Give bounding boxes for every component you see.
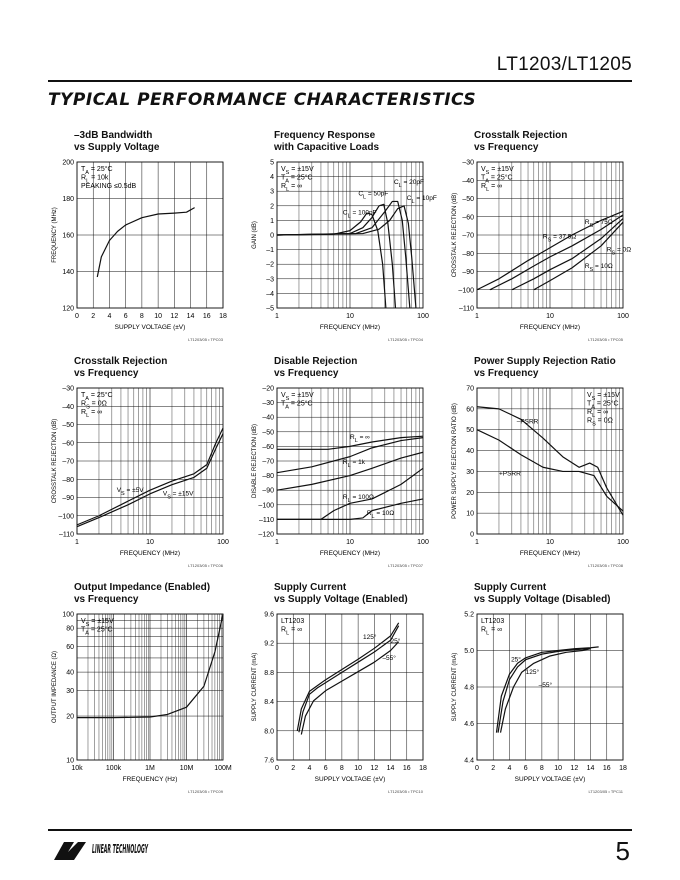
x-tick-label: 1M bbox=[145, 765, 155, 772]
y-tick-label: 60 bbox=[466, 406, 474, 414]
legend-entry: $R_L$ = ∞ bbox=[587, 409, 609, 419]
x-tick-label: 10k bbox=[71, 765, 83, 772]
x-tick-label: 18 bbox=[419, 765, 427, 772]
curve-annotation: 25° bbox=[390, 638, 401, 646]
page-header-title: LT1203/LT1205 bbox=[496, 54, 632, 75]
chart-panel-bandwidth bbox=[48, 130, 248, 350]
y-tick-label: –50 bbox=[262, 429, 274, 437]
legend-entry: $R_S = 0\Omega$ bbox=[587, 417, 613, 428]
x-axis-label: SUPPLY VOLTAGE (±V) bbox=[114, 324, 186, 331]
y-tick-label: 20 bbox=[66, 713, 74, 721]
figure-id: LT1203/05 • TPC03 bbox=[188, 337, 223, 342]
legend-entry: PEAKING ≤0.5dB bbox=[81, 183, 137, 190]
y-tick-label: –90 bbox=[62, 495, 74, 502]
x-tick-label: 100 bbox=[417, 539, 429, 546]
y-tick-label: 100 bbox=[62, 611, 74, 619]
y-tick-label: 5 bbox=[270, 159, 274, 167]
legend-entry: $R_L$ = ∞ bbox=[281, 626, 303, 637]
curve-annotation: $C_L = 50pF$ bbox=[358, 190, 389, 201]
x-tick-label: 4 bbox=[507, 765, 512, 772]
x-tick-label: 2 bbox=[491, 765, 496, 772]
figure-id: LT1203/05 • TPC04 bbox=[388, 337, 423, 342]
chart-title: Frequency Response with Capacitive Loads bbox=[274, 130, 380, 153]
y-tick-label: –80 bbox=[462, 250, 474, 258]
x-tick-label: 1 bbox=[275, 539, 279, 546]
chart-panel-supply-current-disabled bbox=[448, 582, 648, 802]
legend-entry: $V_S = \pm 15V$ bbox=[81, 618, 114, 628]
y-tick-label: 40 bbox=[66, 669, 74, 677]
curve-annotation: $C_L = 10pF$ bbox=[406, 194, 437, 205]
y-tick-label: –50 bbox=[62, 422, 74, 429]
x-tick-label: 100 bbox=[617, 539, 629, 546]
y-tick-label: 0 bbox=[470, 531, 474, 539]
curve-annotation: $R_L = 10\Omega$ bbox=[366, 510, 395, 521]
x-tick-label: 10M bbox=[179, 765, 194, 772]
y-tick-label: 120 bbox=[62, 305, 74, 313]
curve-annotation: 125° bbox=[525, 669, 540, 677]
curve-annotation: $R_L = 100\Omega$ bbox=[342, 493, 374, 504]
curve-annotation: 125° bbox=[362, 633, 377, 641]
y-tick-label: 5.0 bbox=[464, 648, 474, 655]
legend-entry: LT1203 bbox=[281, 618, 305, 625]
y-tick-label: 60 bbox=[66, 643, 74, 651]
x-tick-label: 100 bbox=[417, 313, 429, 320]
curve-annotation: $C_L = 20pF$ bbox=[393, 178, 424, 189]
x-tick-label: 10 bbox=[346, 313, 354, 320]
x-tick-label: 10 bbox=[554, 765, 563, 772]
legend-entry: $R_S = 0\Omega$ bbox=[81, 400, 107, 411]
y-tick-label: 160 bbox=[62, 232, 74, 240]
page-number: 5 bbox=[615, 836, 630, 866]
y-tick-label: 8.0 bbox=[264, 728, 274, 736]
curve-annotation: –55° bbox=[382, 654, 396, 662]
y-tick-label: 30 bbox=[66, 687, 74, 695]
curve-annotation: $R_S = 75\Omega$ bbox=[584, 219, 613, 230]
x-tick-label: 12 bbox=[570, 765, 579, 772]
figure-id: LT1203/05 • TPC05 bbox=[588, 337, 623, 342]
linear-technology-logo bbox=[52, 838, 152, 864]
x-tick-label: 16 bbox=[202, 313, 211, 320]
x-tick-label: 10 bbox=[546, 539, 554, 546]
chart-svg bbox=[248, 356, 448, 576]
x-tick-label: 2 bbox=[291, 765, 296, 772]
legend-entry: $T_A = 25^\circ C$ bbox=[281, 400, 313, 411]
chart-title: Disable Rejection vs Frequency bbox=[274, 356, 358, 379]
x-tick-label: 16 bbox=[402, 765, 411, 772]
y-tick-label: –60 bbox=[262, 443, 274, 451]
y-tick-label: –110 bbox=[58, 531, 74, 539]
chart-svg bbox=[48, 356, 248, 576]
y-axis-label: OUTPUT IMPEDANCE (Ω) bbox=[52, 650, 58, 724]
x-tick-label: 2 bbox=[91, 313, 96, 320]
curve-annotation: $V_S = \pm 15V$ bbox=[162, 490, 194, 501]
y-tick-label: –120 bbox=[258, 531, 274, 539]
y-tick-label: 9.6 bbox=[264, 611, 274, 619]
logo-mark-icon bbox=[54, 842, 86, 860]
y-axis-label: GAIN (dB) bbox=[252, 221, 258, 249]
y-tick-label: –30 bbox=[62, 385, 74, 393]
x-tick-label: 14 bbox=[586, 765, 595, 772]
figure-id: LT1203/05 • TPC06 bbox=[188, 563, 223, 568]
y-tick-label: 5.2 bbox=[464, 611, 474, 619]
curve-annotation: $V_S = \pm 5V$ bbox=[116, 487, 144, 498]
chart-svg bbox=[448, 582, 648, 802]
plot-frame bbox=[277, 614, 423, 760]
y-tick-label: 7.6 bbox=[264, 757, 274, 765]
y-tick-label: 0 bbox=[270, 232, 274, 240]
figure-id: LT1203/05 • TPC10 bbox=[388, 789, 423, 794]
x-tick-label: 18 bbox=[219, 313, 227, 320]
chart-svg bbox=[448, 130, 648, 350]
curve-annotation: $R_S = 0\Omega$ bbox=[606, 246, 632, 257]
y-axis-label: SUPPLY CURRENT (mA) bbox=[452, 652, 458, 722]
legend-entry: $R_L$ = ∞ bbox=[281, 183, 303, 193]
chart-svg bbox=[248, 582, 448, 802]
y-tick-label: 50 bbox=[466, 427, 474, 435]
legend-entry: $R_L$ = ∞ bbox=[481, 626, 503, 637]
figure-id: LT1203/05 • TPC09 bbox=[188, 789, 223, 794]
legend-entry: $T_A = 25^\circ C$ bbox=[81, 626, 113, 637]
x-tick-label: 16 bbox=[602, 765, 611, 772]
y-tick-label: –110 bbox=[258, 516, 274, 524]
y-tick-label: 30 bbox=[466, 468, 474, 476]
y-tick-label: –30 bbox=[262, 400, 274, 408]
chart-panel-crosstalk-rs bbox=[448, 130, 648, 350]
y-tick-label: 140 bbox=[62, 269, 74, 276]
series-line bbox=[490, 215, 623, 290]
y-tick-label: –110 bbox=[458, 305, 474, 313]
chart-panel-supply-current-enabled bbox=[248, 582, 448, 802]
y-tick-label: 9.2 bbox=[264, 640, 274, 648]
y-axis-label: CROSSTALK REJECTION (dB) bbox=[52, 418, 58, 504]
legend-entry: $T_A = 25^\circ C$ bbox=[281, 174, 313, 185]
x-tick-label: 10 bbox=[346, 539, 354, 546]
x-tick-label: 100 bbox=[617, 313, 629, 320]
x-tick-label: 12 bbox=[370, 765, 379, 772]
x-tick-label: 0 bbox=[75, 313, 79, 320]
chart-panel-output-impedance bbox=[48, 582, 248, 802]
x-tick-label: 4 bbox=[107, 313, 112, 320]
y-tick-label: –40 bbox=[62, 403, 74, 411]
y-tick-label: 180 bbox=[62, 196, 74, 203]
y-tick-label: –30 bbox=[462, 159, 474, 167]
y-tick-label: 1 bbox=[270, 217, 274, 225]
curve-annotation: $C_L = 100pF$ bbox=[342, 209, 377, 220]
y-tick-label: –100 bbox=[58, 513, 74, 521]
chart-svg bbox=[248, 130, 448, 350]
chart-svg bbox=[448, 356, 648, 576]
y-tick-label: –1 bbox=[266, 247, 274, 255]
y-tick-label: 4.6 bbox=[464, 721, 474, 728]
section-title: TYPICAL PERFORMANCE CHARACTERISTICS bbox=[48, 90, 477, 110]
curve-annotation: $R_L$ = ∞ bbox=[350, 434, 370, 445]
chart-title: Power Supply Rejection Ratio vs Frequency bbox=[474, 356, 616, 379]
legend-entry: $V_S = \pm 15V$ bbox=[281, 166, 314, 176]
x-tick-label: 10 bbox=[546, 313, 554, 320]
y-axis-label: CROSSTALK REJECTION (dB) bbox=[452, 192, 458, 278]
y-tick-label: –90 bbox=[462, 269, 474, 276]
figure-id: LT1203/05 • TPC07 bbox=[388, 563, 423, 568]
y-tick-label: –70 bbox=[262, 458, 274, 466]
chart-title: Crosstalk Rejection vs Frequency bbox=[74, 356, 168, 379]
chart-panel-psrr bbox=[448, 356, 648, 576]
y-tick-label: 8.4 bbox=[264, 699, 274, 707]
series-line bbox=[277, 201, 410, 308]
y-tick-label: –2 bbox=[266, 261, 274, 269]
x-tick-label: 10 bbox=[146, 539, 154, 546]
legend-entry: $T_A = 25^\circ C$ bbox=[81, 392, 113, 402]
chart-title: Crosstalk Rejection vs Frequency bbox=[474, 130, 568, 153]
series-line bbox=[97, 208, 194, 277]
x-tick-label: 0 bbox=[475, 765, 479, 772]
chart-panel-frequency-response bbox=[248, 130, 448, 350]
y-tick-label: 10 bbox=[466, 510, 474, 518]
y-axis-label: POWER SUPPLY REJECTION RATIO (dB) bbox=[452, 403, 458, 519]
y-tick-label: –60 bbox=[462, 214, 474, 222]
logo-text: LINEAR TECHNOLOGY bbox=[92, 842, 149, 856]
curve-annotation: –PSRR bbox=[516, 418, 539, 426]
footer-rule bbox=[48, 829, 632, 831]
y-axis-label: DISABLE REJECTION (dB) bbox=[252, 423, 258, 499]
y-tick-label: –40 bbox=[462, 177, 474, 185]
x-tick-label: 14 bbox=[386, 765, 395, 772]
curve-annotation: –55° bbox=[538, 682, 553, 689]
legend-entry: $R_L$ = ∞ bbox=[481, 183, 503, 193]
legend-entry: $T_A = 25^\circ C$ bbox=[587, 400, 619, 411]
curve-annotation: $R_S = 37.5\Omega$ bbox=[542, 233, 577, 244]
y-tick-label: –50 bbox=[462, 196, 474, 203]
y-tick-label: –100 bbox=[458, 287, 474, 295]
y-tick-label: –70 bbox=[462, 232, 474, 240]
legend-entry: $T_A = 25^\circ C$ bbox=[81, 166, 113, 176]
chart-panel-disable-rejection bbox=[248, 356, 448, 576]
x-tick-label: 8 bbox=[539, 765, 544, 772]
y-tick-label: –5 bbox=[266, 305, 274, 313]
x-axis-label: FREQUENCY (Hz) bbox=[122, 776, 178, 783]
chart-panel-crosstalk-vs bbox=[48, 356, 248, 576]
chart-title: Supply Current vs Supply Voltage (Disabled) bbox=[474, 582, 611, 605]
legend-entry: $T_A = 25^\circ C$ bbox=[481, 174, 513, 185]
x-tick-label: 6 bbox=[323, 765, 328, 772]
y-tick-label: –20 bbox=[262, 385, 274, 393]
y-tick-label: –80 bbox=[262, 473, 274, 481]
y-tick-label: –90 bbox=[262, 487, 274, 495]
chart-svg bbox=[48, 130, 248, 350]
x-tick-label: 1 bbox=[475, 539, 479, 546]
x-axis-label: SUPPLY VOLTAGE (±V) bbox=[514, 776, 586, 783]
y-tick-label: 20 bbox=[466, 489, 474, 497]
x-axis-label: FREQUENCY (MHz) bbox=[319, 550, 381, 557]
chart-title: Output Impedance (Enabled) vs Frequency bbox=[74, 582, 211, 605]
y-tick-label: 4.4 bbox=[464, 757, 474, 765]
figure-id: LT1203/05 • TPC11 bbox=[588, 789, 623, 794]
x-tick-label: 8 bbox=[339, 765, 344, 772]
x-axis-label: FREQUENCY (MHz) bbox=[119, 550, 181, 557]
y-tick-label: 2 bbox=[270, 203, 274, 211]
y-tick-label: –4 bbox=[266, 290, 274, 298]
x-axis-label: SUPPLY VOLTAGE (±V) bbox=[314, 776, 386, 783]
legend-entry: $R_L = 10k$ bbox=[81, 174, 109, 185]
y-tick-label: –100 bbox=[258, 502, 274, 510]
x-tick-label: 12 bbox=[170, 313, 179, 320]
y-tick-label: 4.8 bbox=[464, 684, 474, 692]
x-tick-label: 10 bbox=[354, 765, 363, 772]
x-tick-label: 6 bbox=[123, 313, 128, 320]
legend-entry: $V_S = \pm 15V$ bbox=[481, 166, 514, 176]
x-tick-label: 10 bbox=[154, 313, 163, 320]
y-tick-label: 10 bbox=[66, 757, 74, 765]
x-tick-label: 1 bbox=[275, 313, 279, 320]
curve-annotation: $R_L = 1k$ bbox=[342, 458, 365, 469]
curve-annotation: $R_S = 10\Omega$ bbox=[584, 262, 613, 273]
figure-id: LT1203/05 • TPC08 bbox=[588, 563, 623, 568]
y-tick-label: –70 bbox=[62, 458, 74, 466]
y-tick-label: –40 bbox=[262, 414, 274, 422]
x-tick-label: 100M bbox=[214, 765, 232, 772]
y-tick-label: –3 bbox=[266, 276, 274, 284]
legend-entry: $R_L$ = ∞ bbox=[81, 409, 103, 419]
y-tick-label: 8.8 bbox=[264, 669, 274, 677]
curve-annotation: 25° bbox=[511, 656, 521, 664]
x-tick-label: 8 bbox=[139, 313, 144, 320]
curve-annotation: +PSRR bbox=[498, 470, 521, 478]
x-tick-label: 14 bbox=[186, 313, 195, 320]
x-tick-label: 0 bbox=[275, 765, 279, 772]
legend-entry: $V_S = \pm 15V$ bbox=[281, 392, 314, 402]
series-line bbox=[277, 213, 386, 308]
chart-title: –3dB Bandwidth vs Supply Voltage bbox=[74, 130, 160, 153]
x-tick-label: 100k bbox=[105, 765, 122, 772]
x-tick-label: 1 bbox=[475, 313, 479, 320]
y-tick-label: 80 bbox=[66, 625, 74, 633]
series-line bbox=[512, 219, 623, 290]
x-axis-label: FREQUENCY (MHz) bbox=[519, 550, 581, 557]
y-tick-label: 70 bbox=[466, 385, 474, 393]
x-tick-label: 18 bbox=[619, 765, 627, 772]
chart-title: Supply Current vs Supply Voltage (Enabled) bbox=[274, 582, 408, 605]
y-tick-label: 40 bbox=[466, 448, 474, 456]
x-tick-label: 100 bbox=[217, 539, 229, 546]
header-rule bbox=[48, 80, 632, 82]
x-tick-label: 6 bbox=[523, 765, 528, 772]
legend-entry: LT1203 bbox=[481, 618, 505, 625]
y-tick-label: 4 bbox=[270, 174, 274, 182]
x-axis-label: FREQUENCY (MHz) bbox=[319, 324, 381, 331]
y-axis-label: SUPPLY CURRENT (mA) bbox=[252, 652, 258, 722]
y-tick-label: –60 bbox=[62, 440, 74, 448]
x-axis-label: FREQUENCY (MHz) bbox=[519, 324, 581, 331]
y-tick-label: 3 bbox=[270, 188, 274, 196]
y-tick-label: –80 bbox=[62, 476, 74, 484]
y-axis-label: FREQUENCY (MHz) bbox=[52, 207, 58, 263]
y-tick-label: 200 bbox=[62, 159, 74, 167]
chart-svg bbox=[48, 582, 248, 802]
series-line bbox=[297, 623, 398, 731]
x-tick-label: 4 bbox=[307, 765, 312, 772]
legend-entry: $V_S = \pm 15V$ bbox=[587, 392, 620, 402]
x-tick-label: 1 bbox=[75, 539, 79, 546]
